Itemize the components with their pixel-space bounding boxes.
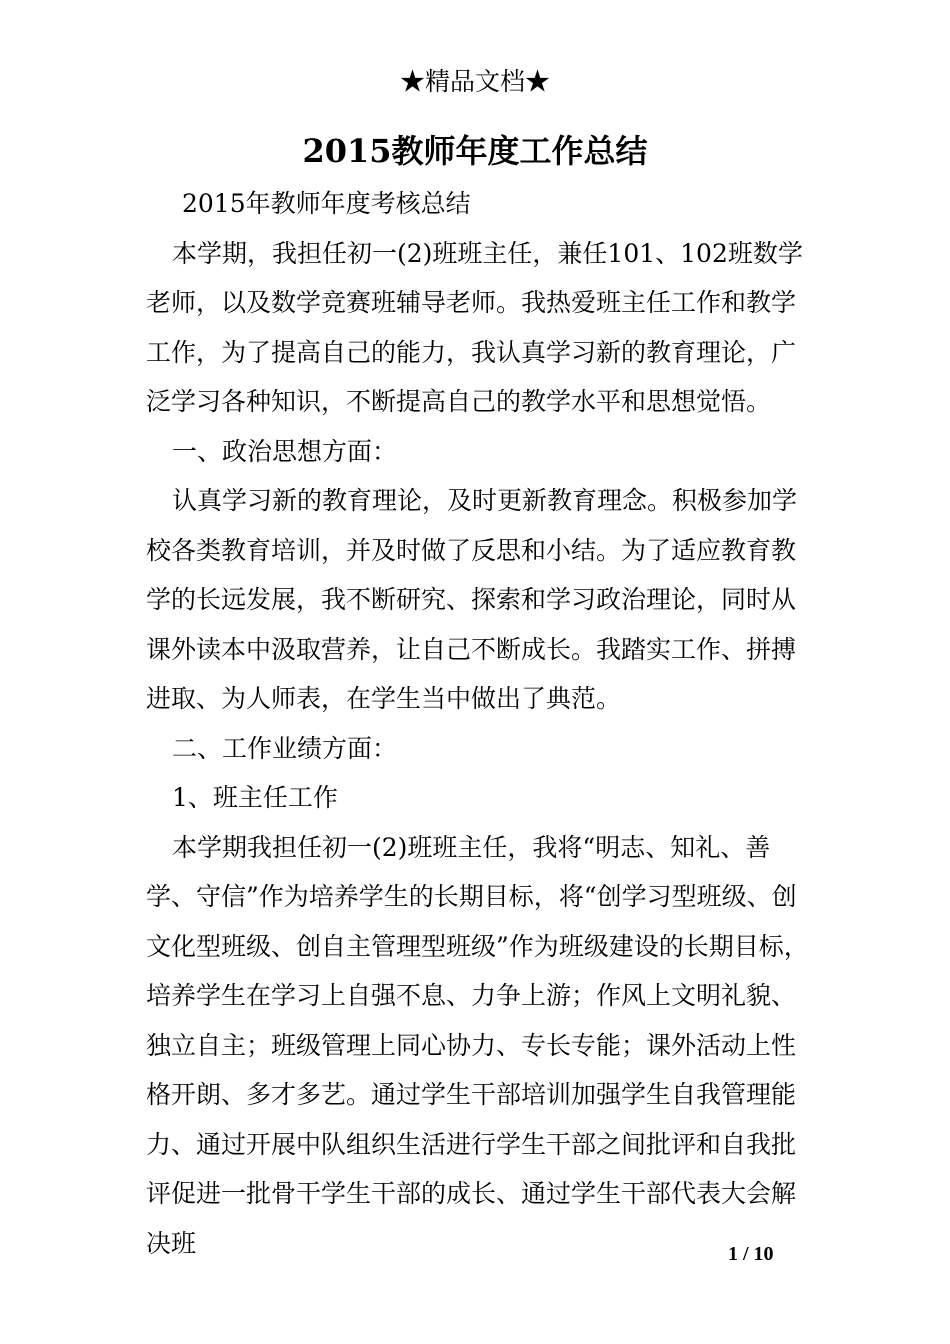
- header-banner: ★精品文档★: [399, 67, 550, 96]
- section-heading: 二、工作业绩方面：: [172, 733, 398, 763]
- paragraph: 认真学习新的教育理论，及时更新教育理念。积极参加学校各类教育培训，并及时做了反思和小结。为了适应教育教学的长远发展，我不断研究、探索和学习政治理论，同时从课外读本中汲取营养，让自己不断成长。我踏实工作、拼搏进取、为人师表，在学生当中做出了典范。: [146, 486, 798, 713]
- paragraph: 本学期，我担任初一(2)班班主任，兼任101、102班数学老师，以及数学竞赛班辅导老师。我热爱班主任工作和教学工作，为了提高自己的能力，我认真学习新的教育理论，广泛学习各种知识，不断提高自己的教学水平和思想觉悟。: [146, 238, 803, 416]
- section-heading: 一、政治思想方面：: [172, 436, 398, 466]
- document-title: 2015教师年度工作总结: [302, 132, 648, 170]
- page-number: 1 / 10: [728, 1243, 774, 1265]
- subsection-heading: 1、班主任工作: [172, 783, 338, 812]
- document-body: [146, 179, 816, 1268]
- document-subtitle: 2015年教师年度考核总结: [182, 189, 471, 218]
- paragraph: 本学期我担任初一(2)班班主任，我将“明志、知礼、善学、守信”作为培养学生的长期目标，将“创学习型班级、创文化型班级、创自主管理型班级”作为班级建设的长期目标，培养学生在学习上自强不息、力争上游；作风上文明礼貌、独立自主；班级管理上同心协力、专长专能；课外活动上性格开朗、多才多艺。通过学生干部培训加强学生自我管理能力、通过开展中队组织生活进行学生干部之间批评和自我批评促进一批骨干学生干部的成长、通过学生干部代表大会解决班: [146, 832, 809, 1258]
